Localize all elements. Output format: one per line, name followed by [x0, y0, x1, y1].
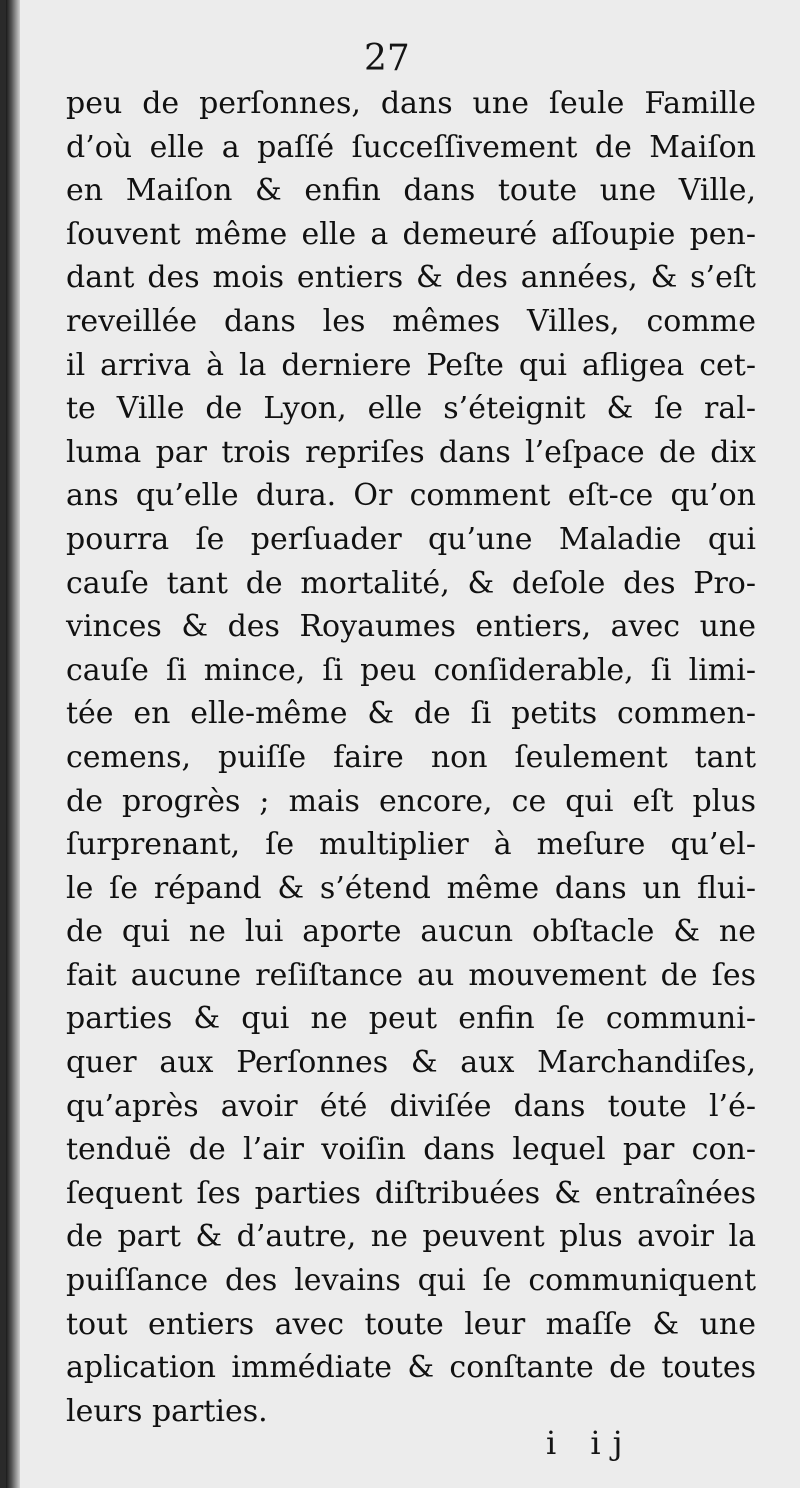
- text-line: pourra ſe perſuader qu’une Maladie qui: [66, 521, 756, 557]
- text-line: dant des mois entiers & des années, & s’eſt: [66, 260, 756, 296]
- text-line: cauſe ſi mince, ſi peu conſiderable, ſi limi-: [66, 652, 756, 688]
- text-line: tout entiers avec toute leur maſſe & une: [66, 1306, 756, 1342]
- text-line: d’où elle a paſſé ſucceſſivement de Maiſon: [66, 129, 756, 165]
- text-line: peu de perſonnes, dans une ſeule Famille: [66, 86, 756, 121]
- text-line: ſurprenant, ſe multiplier à meſure qu’el-: [66, 827, 756, 863]
- text-line: reveillée dans les mêmes Villes, comme: [66, 303, 756, 339]
- text-line: ans qu’elle dura. Or comment eſt-ce qu’on: [66, 478, 756, 514]
- text-line: de part & d’autre, ne peuvent plus avoir la: [66, 1219, 756, 1255]
- text-line: qu’après avoir été diviſée dans toute l’é-: [66, 1088, 756, 1124]
- text-line: te Ville de Lyon, elle s’éteignit & ſe ral-: [66, 391, 756, 427]
- page-spine-shadow: [6, 0, 20, 1488]
- text-line: fait aucune reſiſtance au mouvement de ſes: [66, 957, 756, 993]
- text-line: en Maiſon & enfin dans toute une Ville,: [66, 173, 756, 209]
- book-page: [6, 0, 800, 1488]
- text-line: vinces & des Royaumes entiers, avec une: [66, 609, 756, 645]
- text-line: ſequent ſes parties diſtribuées & entraînées: [66, 1175, 756, 1211]
- page-number: 27: [364, 38, 410, 79]
- body-text: [66, 82, 756, 1433]
- text-line: luma par trois repriſes dans l’eſpace de dix: [66, 434, 756, 470]
- text-line: aplication immédiate & conſtante de toutes: [66, 1350, 756, 1386]
- text-line: ſouvent même elle a demeuré aſſoupie pen-: [66, 216, 756, 252]
- text-line: quer aux Perſonnes & aux Marchandiſes,: [66, 1045, 756, 1081]
- text-line: cauſe tant de mortalité, & deſole des Pro-: [66, 565, 756, 601]
- text-line: le ſe répand & s’étend même dans un flui-: [66, 870, 756, 906]
- text-line: parties & qui ne peut enfin ſe communi-: [66, 1001, 756, 1037]
- text-line: tée en elle-même & de ſi petits commen-: [66, 696, 756, 732]
- text-line: tenduë de l’air voiſin dans lequel par con-: [66, 1132, 756, 1168]
- text-line: puiſſance des levains qui ſe communiquent: [66, 1263, 756, 1299]
- text-line: cemens, puiſſe faire non ſeulement tant: [66, 739, 756, 775]
- text-line: il arriva à la derniere Peſte qui afligea cet-: [66, 347, 756, 383]
- text-line: leurs parties.: [66, 1393, 268, 1429]
- text-line: de progrès ; mais encore, ce qui eſt plus: [66, 783, 756, 819]
- signature-mark: i ij: [546, 1424, 635, 1462]
- text-line: de qui ne lui aporte aucun obſtacle & ne: [66, 914, 756, 950]
